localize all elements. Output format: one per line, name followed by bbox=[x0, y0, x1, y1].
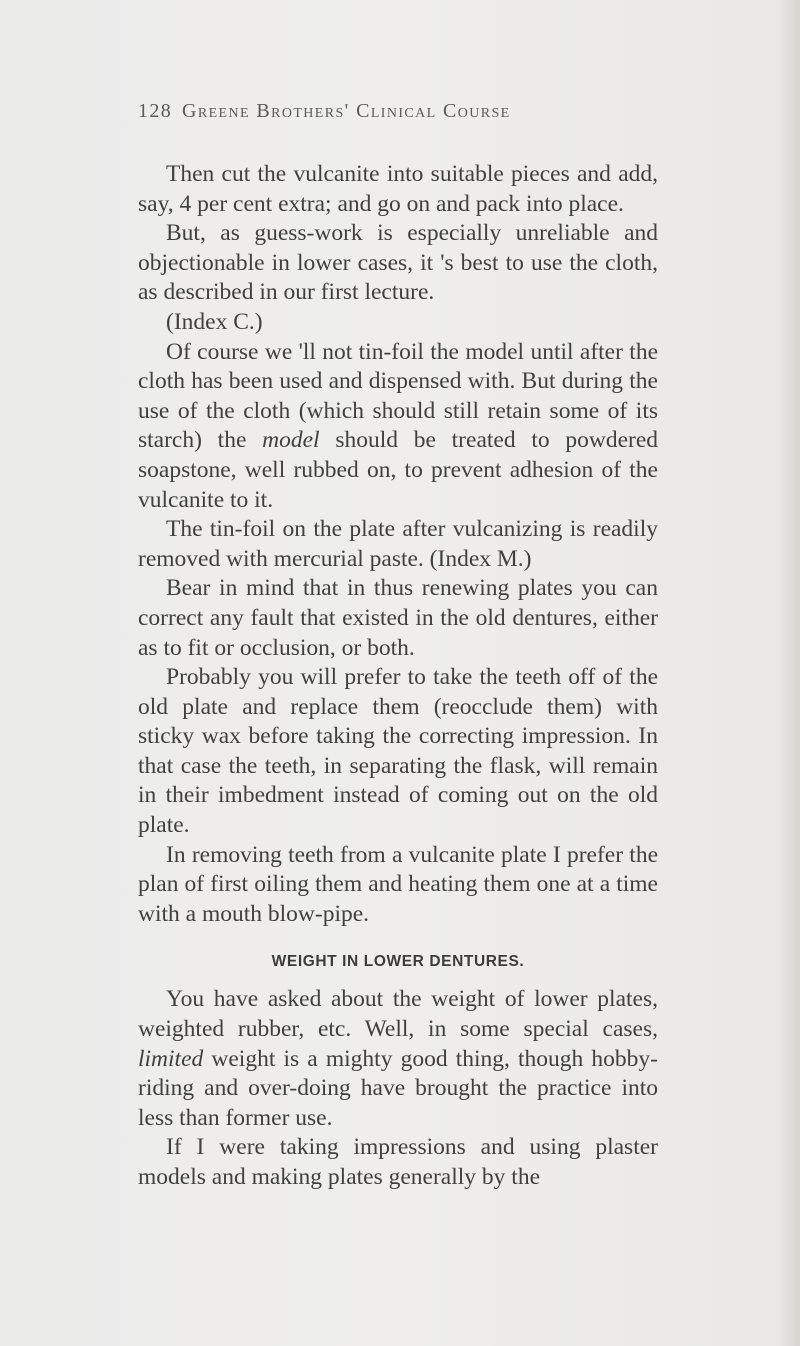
emphasis: model bbox=[262, 427, 320, 454]
paragraph: Probably you will prefer to take the teeth off of the old plate and replace them (reocclude them) with sticky wax before taking the correcting impression. In that case the teeth, in separating the flask, will remain in their imbedment instead of coming out on the old plate. bbox=[138, 664, 658, 839]
paragraph bbox=[138, 985, 658, 1133]
paragraph: Bear in mind that in thus renewing plates you can correct any fault that existed in the old dentures, either as to fit or occlusion, or both. bbox=[138, 575, 658, 661]
paragraph-text: weight is a mighty good thing, though hobby-riding and over-doing have brought the practice into less than former use. bbox=[138, 1045, 658, 1131]
running-title: Greene Brothers' Clinical Course bbox=[182, 100, 511, 122]
page-number: 128 bbox=[138, 100, 173, 122]
paragraph: Then cut the vulcanite into suitable pieces and add, say, 4 per cent extra; and go on and pack into place. bbox=[138, 161, 658, 217]
paragraph: In removing teeth from a vulcanite plate I prefer the plan of first oiling them and heating them one at a time with a mouth blow-pipe. bbox=[138, 841, 658, 927]
running-head bbox=[138, 100, 658, 126]
page-edge-shadow bbox=[778, 0, 800, 1346]
paragraph: If I were taking impressions and using plaster models and making plates generally by the bbox=[138, 1134, 658, 1190]
section-heading: WEIGHT IN LOWER DENTURES. bbox=[271, 953, 525, 971]
paragraph-text: should be treated to powdered soapstone, well rubbed on, to prevent adhesion of the vulcanite to it. bbox=[138, 427, 658, 513]
paragraph: The tin-foil on the plate after vulcanizing is readily removed with mercurial paste. (Index M.) bbox=[138, 516, 658, 572]
paragraph-text: Of course we 'll not tin-foil the model until after the cloth has been used and dispensed with. But during the use of the cloth (which should still retain some of its starch) the bbox=[138, 338, 658, 454]
index-reference: (Index C.) bbox=[166, 308, 263, 335]
body-text bbox=[138, 160, 658, 1193]
emphasis: limited bbox=[138, 1045, 204, 1072]
paragraph: But, as guess-work is especially unreliable and objectionable in lower cases, it 's best to use the cloth, as described in our first lecture. bbox=[138, 220, 658, 306]
paragraph-text: You have asked about the weight of lower plates, weighted rubber, etc. Well, in some special cases, bbox=[138, 986, 658, 1043]
paragraph bbox=[138, 338, 658, 516]
